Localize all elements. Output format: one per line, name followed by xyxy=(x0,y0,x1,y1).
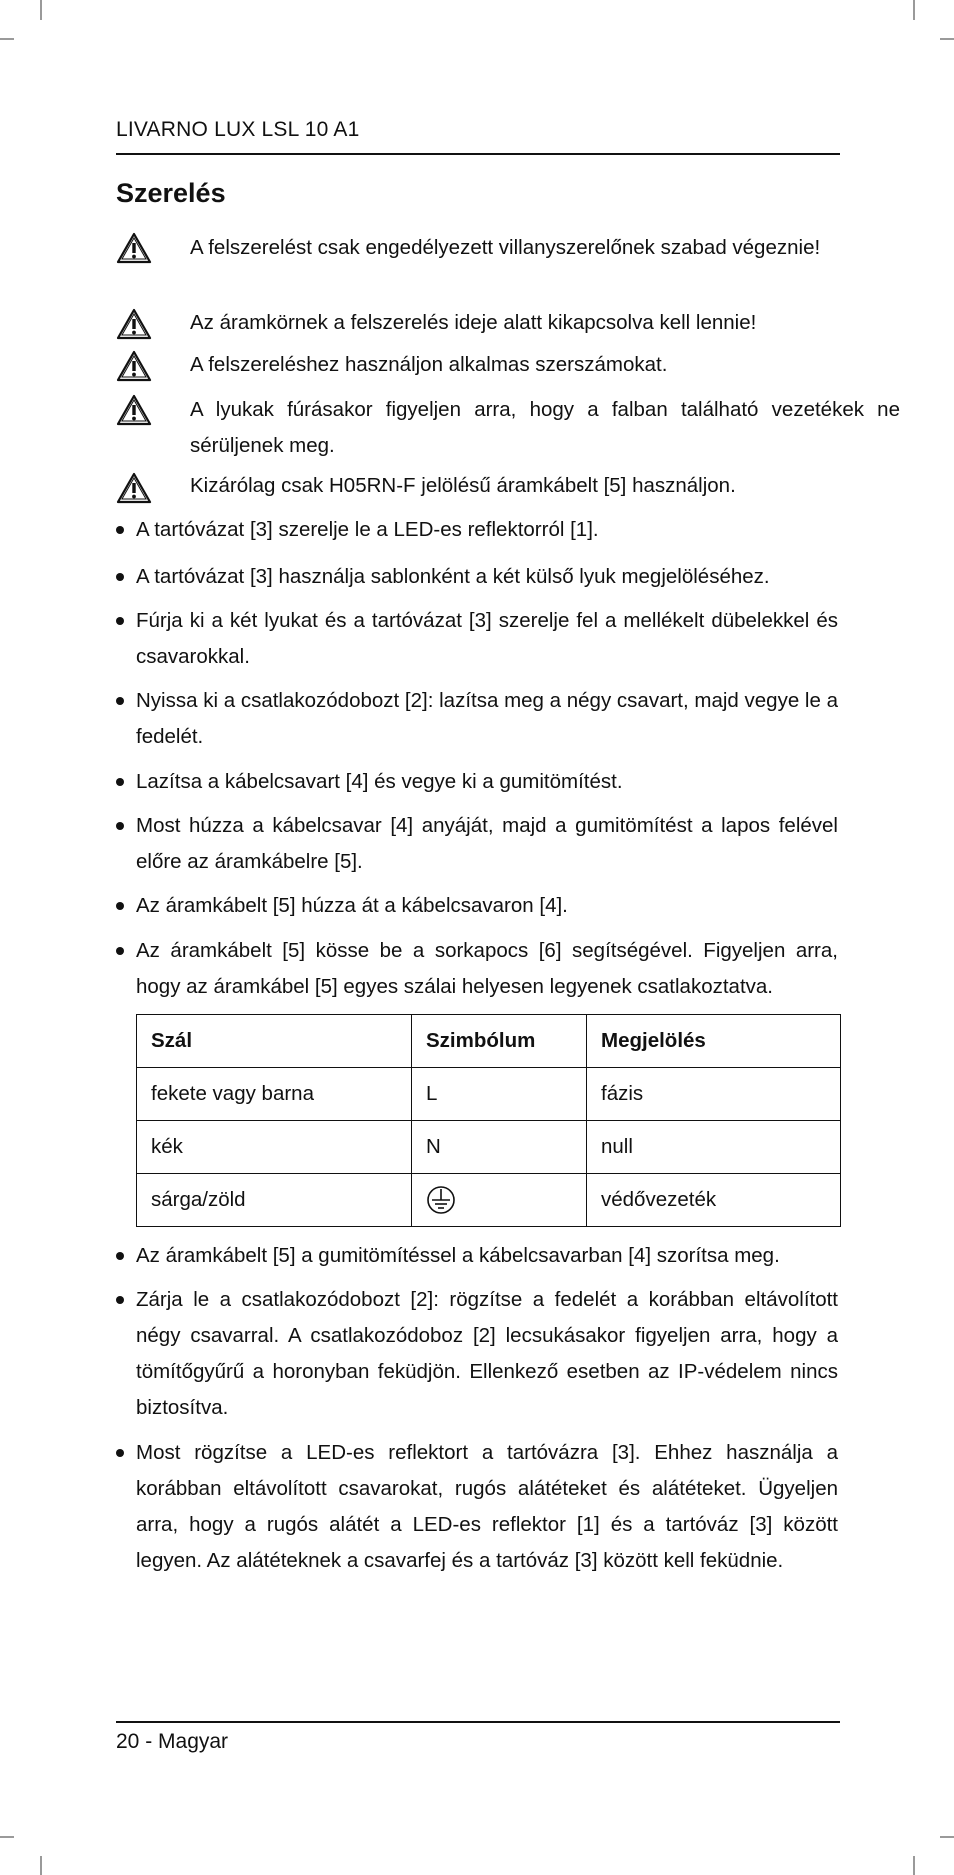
list-item-text: Az áramkábelt [5] a gumitömítéssel a kábelcsavarban [4] szorítsa meg. xyxy=(136,1244,780,1267)
designation-cell: null xyxy=(587,1121,841,1174)
bullet-icon xyxy=(116,902,124,910)
wire-cell: sárga/zöld xyxy=(137,1174,412,1227)
warning-triangle-icon xyxy=(116,232,152,264)
list-item-text: Az áramkábelt [5] kösse be a sorkapocs [6] segítségével. Figyeljen arra, hogy az áramkábel [5] egyes szálai helyesen legyenek csatlakoztatva. xyxy=(136,939,838,998)
bullet-icon xyxy=(116,822,124,830)
symbol-cell: N xyxy=(412,1121,587,1174)
designation-cell: védővezeték xyxy=(587,1174,841,1227)
page-number: 20 - Magyar xyxy=(116,1730,229,1753)
table-header-row xyxy=(137,1015,841,1068)
bullet-icon xyxy=(116,573,124,581)
crop-mark xyxy=(40,0,42,20)
list-item-text: A tartóvázat [3] szerelje le a LED-es reflektorról [1]. xyxy=(136,518,599,541)
bullet-icon xyxy=(116,697,124,705)
crop-mark xyxy=(40,1856,42,1875)
column-header: Szimbólum xyxy=(412,1015,587,1068)
list-item-text: Most húzza a kábelcsavar [4] anyáját, majd a gumitömítést a lapos felével előre az áramkábelre [5]. xyxy=(136,814,838,873)
bullet-icon xyxy=(116,947,124,955)
bullet-icon xyxy=(116,617,124,625)
warning-triangle-icon xyxy=(116,394,152,426)
ground-symbol-icon xyxy=(426,1185,456,1215)
table-row xyxy=(137,1068,841,1121)
bullet-icon xyxy=(116,526,124,534)
bullet-icon xyxy=(116,778,124,786)
warning-text: A felszerelést csak engedélyezett villanyszerelőnek szabad végeznie! xyxy=(190,236,821,259)
crop-mark xyxy=(0,38,14,40)
symbol-cell xyxy=(412,1174,587,1227)
warning-triangle-icon xyxy=(116,350,152,382)
list-item-text: A tartóvázat [3] használja sablonként a két külső lyuk megjelöléséhez. xyxy=(136,565,770,588)
warning-triangle-icon xyxy=(116,308,152,340)
column-header: Szál xyxy=(137,1015,412,1068)
bullet-icon xyxy=(116,1252,124,1260)
warning-text: A felszereléshez használjon alkalmas szerszámokat. xyxy=(190,353,668,376)
crop-mark xyxy=(940,38,954,40)
header-rule xyxy=(116,153,840,155)
crop-mark xyxy=(940,1836,954,1838)
section-title: Szerelés xyxy=(116,178,226,208)
list-item-text: Lazítsa a kábelcsavart [4] és vegye ki a gumitömítést. xyxy=(136,770,623,793)
symbol-cell: L xyxy=(412,1068,587,1121)
running-header: LIVARNO LUX LSL 10 A1 xyxy=(116,118,360,141)
list-item-text: Fúrja ki a két lyukat és a tartóvázat [3] szerelje fel a mellékelt dübelekkel és csavarokkal. xyxy=(136,609,838,668)
designation-cell: fázis xyxy=(587,1068,841,1121)
warning-triangle-icon xyxy=(116,472,152,504)
bullet-icon xyxy=(116,1449,124,1457)
crop-mark xyxy=(913,1856,915,1875)
table-row xyxy=(137,1121,841,1174)
warning-text: Az áramkörnek a felszerelés ideje alatt kikapcsolva kell lennie! xyxy=(190,311,757,334)
bullet-icon xyxy=(116,1296,124,1304)
list-item-text: Az áramkábelt [5] húzza át a kábelcsavaron [4]. xyxy=(136,894,568,917)
column-header: Megjelölés xyxy=(587,1015,841,1068)
wire-cell: kék xyxy=(137,1121,412,1174)
table-row xyxy=(137,1174,841,1227)
list-item-text: Zárja le a csatlakozódobozt [2]: rögzítse a fedelét a korábban eltávolított négy csavarral. A csatlakozódoboz [2] lecsukásakor figyeljen arra, hogy a tömítőgyűrű a horonyban feküdjön. Ellenkező esetben az IP-védelem nincs biztosítva. xyxy=(136,1288,838,1419)
list-item-text: Most rögzítse a LED-es reflektort a tartóvázra [3]. Ehhez használja a korábban eltávolított csavarokat, rugós alátéteket és alátéteket. Ügyeljen arra, hogy a rugós alátét a LED-es reflektor [1] és a tartóváz [3] között legyen. Az alátéteknek a csavarfej és a tartóváz [3] között kell feküdnie. xyxy=(136,1441,838,1572)
warning-text: A lyukak fúrásakor figyeljen arra, hogy a falban található vezetékek ne sérüljenek meg. xyxy=(190,398,900,457)
wire-cell: fekete vagy barna xyxy=(137,1068,412,1121)
footer-rule xyxy=(116,1721,840,1723)
crop-mark xyxy=(0,1836,14,1838)
list-item-text: Nyissa ki a csatlakozódobozt [2]: lazítsa meg a négy csavart, majd vegye le a fedelét. xyxy=(136,689,838,748)
crop-mark xyxy=(913,0,915,20)
wire-table xyxy=(136,1014,841,1227)
warning-text: Kizárólag csak H05RN-F jelölésű áramkábelt [5] használjon. xyxy=(190,474,736,497)
